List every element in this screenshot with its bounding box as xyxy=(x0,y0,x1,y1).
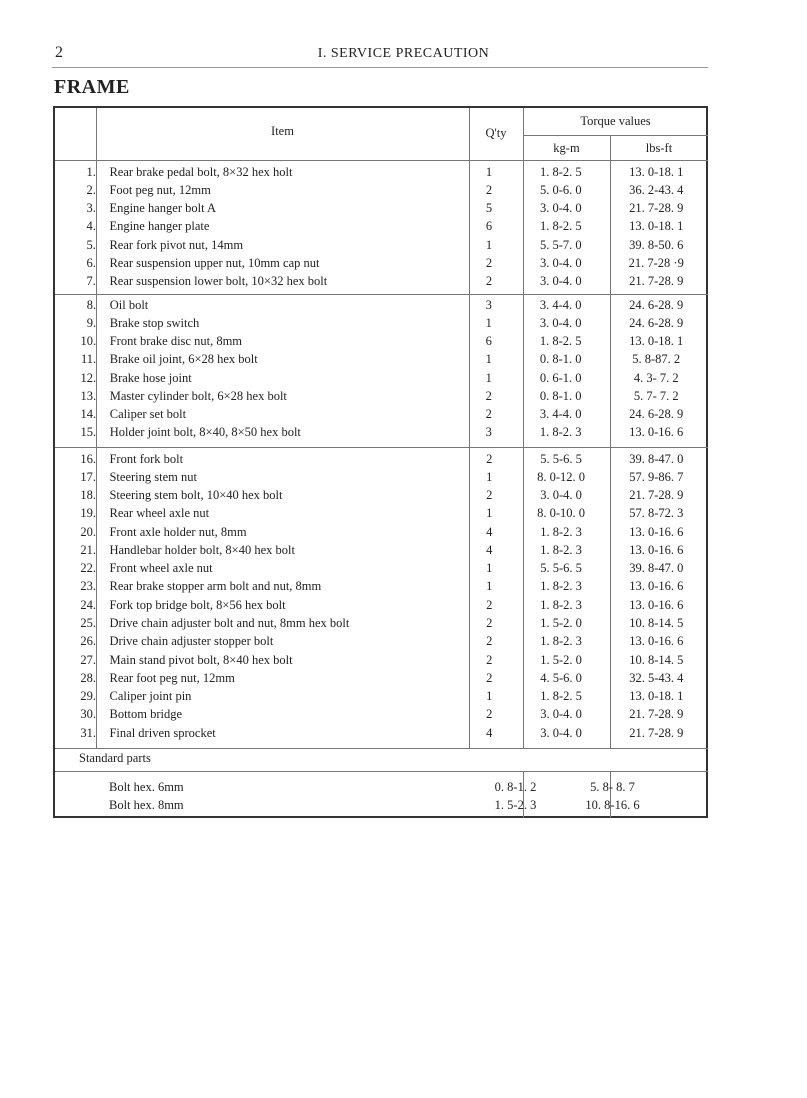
row-number: 18. xyxy=(80,488,97,503)
table-row xyxy=(55,633,706,651)
row-item: Steering stem nut xyxy=(109,469,197,484)
row-lbsft: 4. 3- 7. 2 xyxy=(633,370,679,385)
spacer xyxy=(96,424,110,442)
spacer xyxy=(96,505,109,523)
table-row xyxy=(55,406,706,424)
row-item: Oil bolt xyxy=(109,297,149,312)
spacer xyxy=(96,633,109,651)
row-number: 4. xyxy=(86,219,96,234)
spacer xyxy=(96,351,110,369)
row-number: 22. xyxy=(80,561,97,576)
header-torque-values: Torque values xyxy=(580,114,651,128)
row-kgm: 3. 0-4. 0 xyxy=(540,725,582,740)
row-item: Brake stop switch xyxy=(109,315,200,330)
row-qty: 2 xyxy=(485,388,492,403)
spacer xyxy=(96,163,110,181)
row-kgm: 5. 5-7. 0 xyxy=(540,237,582,252)
row-qty: 1 xyxy=(485,237,493,252)
row-item: Front wheel axle nut xyxy=(109,561,213,576)
row-item: Engine hanger bolt A xyxy=(109,201,217,216)
header-rule xyxy=(52,67,708,68)
header-qty: Q'ty xyxy=(485,126,507,140)
row-kgm: 1. 8-2. 3 xyxy=(540,524,582,539)
row-qty: 2 xyxy=(486,707,493,722)
row-kgm: 1. 8-2. 3 xyxy=(540,542,582,557)
table-row xyxy=(55,724,706,742)
torque-table xyxy=(53,106,708,818)
row-number: 15. xyxy=(80,425,97,440)
spacer xyxy=(96,541,109,559)
table-row xyxy=(55,706,706,724)
table-row xyxy=(55,296,706,314)
row-lbsft: 13. 0-16. 6 xyxy=(629,597,684,612)
row-item: Drive chain adjuster bolt and nut, 8mm hex bolt xyxy=(109,616,350,631)
group-rule-1 xyxy=(55,294,708,295)
row-lbsft: 13. 0-16. 6 xyxy=(629,634,684,649)
standard-part-lbsft: 5. 8- 8. 7 xyxy=(590,779,635,794)
row-qty: 1 xyxy=(486,506,493,521)
spacer xyxy=(96,596,109,614)
row-kgm: 1. 8-2. 3 xyxy=(540,634,582,649)
row-item: Holder joint bolt, 8×40, 8×50 hex bolt xyxy=(109,425,301,440)
row-number: 7. xyxy=(86,274,96,289)
row-item: Main stand pivot bolt, 8×40 hex bolt xyxy=(109,652,293,667)
row-number: 24. xyxy=(80,597,97,612)
spacer xyxy=(96,560,109,578)
row-item: Brake oil joint, 6×28 hex bolt xyxy=(109,352,258,367)
row-kgm: 3. 4-4. 0 xyxy=(539,297,582,312)
row-kgm: 1. 8-2. 5 xyxy=(540,689,582,704)
row-kgm: 1. 8-2. 5 xyxy=(540,164,582,179)
spacer xyxy=(96,523,109,541)
header-kgm: kg-m xyxy=(553,141,580,155)
row-lbsft: 24. 6-28. 9 xyxy=(629,297,684,312)
row-item: Engine hanger plate xyxy=(109,219,210,234)
row-lbsft: 39. 8-47. 0 xyxy=(629,451,684,466)
row-qty: 2 xyxy=(486,652,493,667)
row-number: 19. xyxy=(80,506,97,521)
torque-header-rule xyxy=(523,135,708,136)
row-kgm: 5. 0-6. 0 xyxy=(540,182,582,197)
row-kgm: 3. 0-4. 0 xyxy=(539,315,582,330)
table-row xyxy=(55,387,706,405)
row-item: Rear foot peg nut, 12mm xyxy=(109,670,235,685)
spacer xyxy=(96,200,110,218)
row-qty: 4 xyxy=(486,542,493,557)
row-qty: 2 xyxy=(486,634,493,649)
row-lbsft: 10. 8-14. 5 xyxy=(629,616,684,631)
standard-part-kgm: 0. 8-1. 2 xyxy=(494,779,537,794)
row-kgm: 3. 0-4. 0 xyxy=(540,488,582,503)
row-lbsft: 39. 8-47. 0 xyxy=(629,561,684,576)
row-kgm: 8. 0-12. 0 xyxy=(537,469,585,484)
table-row xyxy=(55,200,706,218)
row-qty: 1 xyxy=(485,164,493,179)
row-lbsft: 21. 7-28. 9 xyxy=(629,201,684,216)
row-item: Rear suspension upper nut, 10mm cap nut xyxy=(109,255,320,270)
row-qty: 6 xyxy=(485,334,492,349)
table-row xyxy=(55,651,706,669)
row-kgm: 1. 8-2. 5 xyxy=(540,219,582,234)
row-qty: 2 xyxy=(486,451,493,466)
row-kgm: 4. 5-6. 0 xyxy=(540,670,582,685)
row-qty: 2 xyxy=(485,255,493,270)
row-number: 12. xyxy=(80,370,97,385)
page-number: 2 xyxy=(55,44,63,61)
row-kgm: 5. 5-6. 5 xyxy=(540,451,582,466)
row-kgm: 1. 8-2. 3 xyxy=(540,597,582,612)
row-lbsft: 36. 2-43. 4 xyxy=(629,182,684,197)
row-lbsft: 13. 0-18. 1 xyxy=(629,164,684,179)
row-number: 21. xyxy=(80,542,97,557)
table-row xyxy=(55,596,706,614)
table-row xyxy=(55,578,706,596)
row-number: 11. xyxy=(81,352,97,367)
row-number: 13. xyxy=(80,388,97,403)
row-item: Front brake disc nut, 8mm xyxy=(109,334,243,349)
row-qty: 2 xyxy=(486,616,493,631)
spacer xyxy=(96,450,109,468)
standard-parts-table xyxy=(55,778,663,814)
row-item: Caliper joint pin xyxy=(109,689,192,704)
row-lbsft: 24. 6-28. 9 xyxy=(629,315,684,330)
group-rule-2 xyxy=(55,447,708,448)
row-lbsft: 21. 7-28. 9 xyxy=(629,274,684,289)
standard-part-item: Bolt hex. 6mm xyxy=(109,779,184,794)
row-number: 27. xyxy=(80,652,97,667)
spacer xyxy=(96,296,110,314)
table-group-2 xyxy=(55,296,706,442)
standard-part-lbsft: 10. 8-16. 6 xyxy=(585,797,640,812)
table-row xyxy=(55,669,706,687)
spacer xyxy=(96,236,110,254)
table-row xyxy=(55,424,706,442)
table-row xyxy=(55,560,706,578)
row-kgm: 0. 8-1. 0 xyxy=(539,388,582,403)
row-qty: 1 xyxy=(486,689,493,704)
row-kgm: 8. 0-10. 0 xyxy=(537,506,585,521)
row-lbsft: 21. 7-28 ·9 xyxy=(628,255,684,270)
table-row xyxy=(55,218,706,236)
spacer xyxy=(96,614,109,632)
table-row xyxy=(55,614,706,632)
row-qty: 1 xyxy=(486,561,493,576)
row-qty: 1 xyxy=(485,315,492,330)
standard-parts-label: Standard parts xyxy=(79,751,151,765)
row-item: Fork top bridge bolt, 8×56 hex bolt xyxy=(109,597,286,612)
row-qty: 2 xyxy=(485,182,493,197)
row-item: Rear fork pivot nut, 14mm xyxy=(109,237,244,252)
row-lbsft: 5. 8-87. 2 xyxy=(632,352,681,367)
row-number: 14. xyxy=(80,407,97,422)
table-row xyxy=(55,468,706,486)
row-number: 9. xyxy=(86,315,97,330)
spacer xyxy=(96,468,109,486)
row-qty: 4 xyxy=(486,725,493,740)
header-item: Item xyxy=(271,124,294,138)
spacer xyxy=(96,578,109,596)
row-kgm: 3. 0-4. 0 xyxy=(540,201,582,216)
table-row xyxy=(55,541,706,559)
table-row xyxy=(55,333,706,351)
row-lbsft: 13. 0-18. 1 xyxy=(629,689,684,704)
table-group-1 xyxy=(55,163,706,291)
row-number: 1. xyxy=(86,164,96,179)
spacer xyxy=(55,796,109,814)
standard-parts-mid-rule xyxy=(55,771,708,772)
table-row xyxy=(55,505,706,523)
row-qty: 4 xyxy=(486,524,493,539)
row-item: Bottom bridge xyxy=(109,707,183,722)
spacer xyxy=(96,218,110,236)
spacer xyxy=(55,778,109,796)
row-item: Master cylinder bolt, 6×28 hex bolt xyxy=(109,388,287,403)
row-lbsft: 13. 0-16. 6 xyxy=(629,524,684,539)
row-qty: 6 xyxy=(485,219,493,234)
row-number: 25. xyxy=(80,616,97,631)
spacer xyxy=(96,706,109,724)
spacer xyxy=(96,273,110,291)
spacer xyxy=(96,333,110,351)
row-qty: 2 xyxy=(485,274,493,289)
standard-part-item: Bolt hex. 8mm xyxy=(109,797,184,812)
standard-part-row xyxy=(55,778,663,796)
row-qty: 1 xyxy=(485,370,492,385)
row-lbsft: 13. 0-16. 6 xyxy=(629,425,684,440)
row-item: Rear brake stopper arm bolt and nut, 8mm xyxy=(109,579,322,594)
table-row xyxy=(55,687,706,705)
row-lbsft: 21. 7-28. 9 xyxy=(629,725,684,740)
row-kgm: 1. 8-2. 3 xyxy=(539,425,582,440)
row-item: Foot peg nut, 12mm xyxy=(109,182,211,197)
table-row xyxy=(55,314,706,332)
table-row xyxy=(55,163,706,181)
spacer xyxy=(96,369,110,387)
row-item: Drive chain adjuster stopper bolt xyxy=(109,634,274,649)
spacer xyxy=(96,487,109,505)
spacer xyxy=(96,254,110,272)
row-qty: 3 xyxy=(485,425,492,440)
row-lbsft: 39. 8-50. 6 xyxy=(629,237,684,252)
row-lbsft: 57. 8-72. 3 xyxy=(629,506,684,521)
row-lbsft: 57. 9-86. 7 xyxy=(629,469,684,484)
row-item: Rear wheel axle nut xyxy=(109,506,210,521)
row-lbsft: 5. 7- 7. 2 xyxy=(633,388,679,403)
table-row xyxy=(55,273,706,291)
row-number: 2. xyxy=(86,182,96,197)
row-qty: 1 xyxy=(486,579,493,594)
row-item: Rear suspension lower bolt, 10×32 hex bolt xyxy=(109,274,328,289)
row-number: 6. xyxy=(86,255,96,270)
row-number: 26. xyxy=(80,634,97,649)
table-row xyxy=(55,523,706,541)
row-number: 23. xyxy=(80,579,97,594)
row-number: 5. xyxy=(86,237,96,252)
row-number: 8. xyxy=(86,297,97,312)
row-number: 28. xyxy=(80,670,97,685)
row-item: Caliper set bolt xyxy=(109,407,187,422)
table-row xyxy=(55,487,706,505)
table-row xyxy=(55,236,706,254)
section-title: FRAME xyxy=(54,76,130,98)
row-number: 17. xyxy=(80,469,97,484)
spacer xyxy=(96,669,109,687)
row-kgm: 3. 0-4. 0 xyxy=(540,707,582,722)
row-item: Brake hose joint xyxy=(109,370,192,385)
spacer xyxy=(96,406,110,424)
row-lbsft: 21. 7-28. 9 xyxy=(629,488,684,503)
row-kgm: 1. 5-2. 0 xyxy=(540,616,582,631)
row-lbsft: 13. 0-16. 6 xyxy=(629,579,684,594)
row-kgm: 3. 0-4. 0 xyxy=(540,255,582,270)
header-bottom-rule xyxy=(55,160,708,161)
row-lbsft: 21. 7-28. 9 xyxy=(629,707,684,722)
row-number: 29. xyxy=(80,689,97,704)
row-number: 3. xyxy=(86,201,96,216)
row-item: Final driven sprocket xyxy=(109,725,216,740)
standard-parts-top-rule xyxy=(55,748,708,749)
row-lbsft: 13. 0-18. 1 xyxy=(629,219,684,234)
row-kgm: 1. 8-2. 3 xyxy=(540,579,582,594)
table-row xyxy=(55,369,706,387)
standard-part-row xyxy=(55,796,663,814)
header-lbsft: lbs-ft xyxy=(645,141,673,155)
row-lbsft: 13. 0-16. 6 xyxy=(629,542,684,557)
row-kgm: 3. 4-4. 0 xyxy=(539,407,582,422)
row-qty: 2 xyxy=(486,670,493,685)
row-qty: 5 xyxy=(485,201,493,216)
spacer xyxy=(96,181,110,199)
row-qty: 1 xyxy=(485,352,492,367)
row-kgm: 0. 6-1. 0 xyxy=(539,370,582,385)
row-item: Front fork bolt xyxy=(109,451,184,466)
row-qty: 3 xyxy=(485,297,492,312)
table-row xyxy=(55,254,706,272)
spacer xyxy=(96,651,109,669)
table-row xyxy=(55,181,706,199)
row-kgm: 3. 0-4. 0 xyxy=(540,274,582,289)
row-kgm: 1. 8-2. 5 xyxy=(539,334,582,349)
row-item: Steering stem bolt, 10×40 hex bolt xyxy=(109,488,283,503)
spacer xyxy=(96,687,109,705)
row-qty: 2 xyxy=(485,407,492,422)
spacer xyxy=(96,724,109,742)
row-qty: 1 xyxy=(486,469,493,484)
row-kgm: 1. 5-2. 0 xyxy=(540,652,582,667)
row-item: Front axle holder nut, 8mm xyxy=(109,524,247,539)
row-number: 30. xyxy=(80,707,97,722)
row-kgm: 5. 5-6. 5 xyxy=(540,561,582,576)
table-group-3 xyxy=(55,450,706,742)
row-qty: 2 xyxy=(486,488,493,503)
spacer xyxy=(96,387,110,405)
row-kgm: 0. 8-1. 0 xyxy=(539,352,582,367)
row-number: 31. xyxy=(80,725,97,740)
row-number: 10. xyxy=(80,334,97,349)
running-title: I. SERVICE PRECAUTION xyxy=(317,46,490,61)
row-number: 20. xyxy=(80,524,97,539)
row-qty: 2 xyxy=(486,597,493,612)
row-item: Rear brake pedal bolt, 8×32 hex holt xyxy=(109,164,293,179)
spacer xyxy=(96,314,110,332)
table-row xyxy=(55,351,706,369)
standard-part-kgm: 1. 5-2. 3 xyxy=(494,797,537,812)
row-lbsft: 24. 6-28. 9 xyxy=(629,407,684,422)
row-number: 16. xyxy=(80,451,97,466)
row-lbsft: 10. 8-14. 5 xyxy=(629,652,684,667)
row-lbsft: 32. 5-43. 4 xyxy=(629,670,684,685)
row-item: Handlebar holder bolt, 8×40 hex bolt xyxy=(109,542,295,557)
table-row xyxy=(55,450,706,468)
row-lbsft: 13. 0-18. 1 xyxy=(629,334,684,349)
